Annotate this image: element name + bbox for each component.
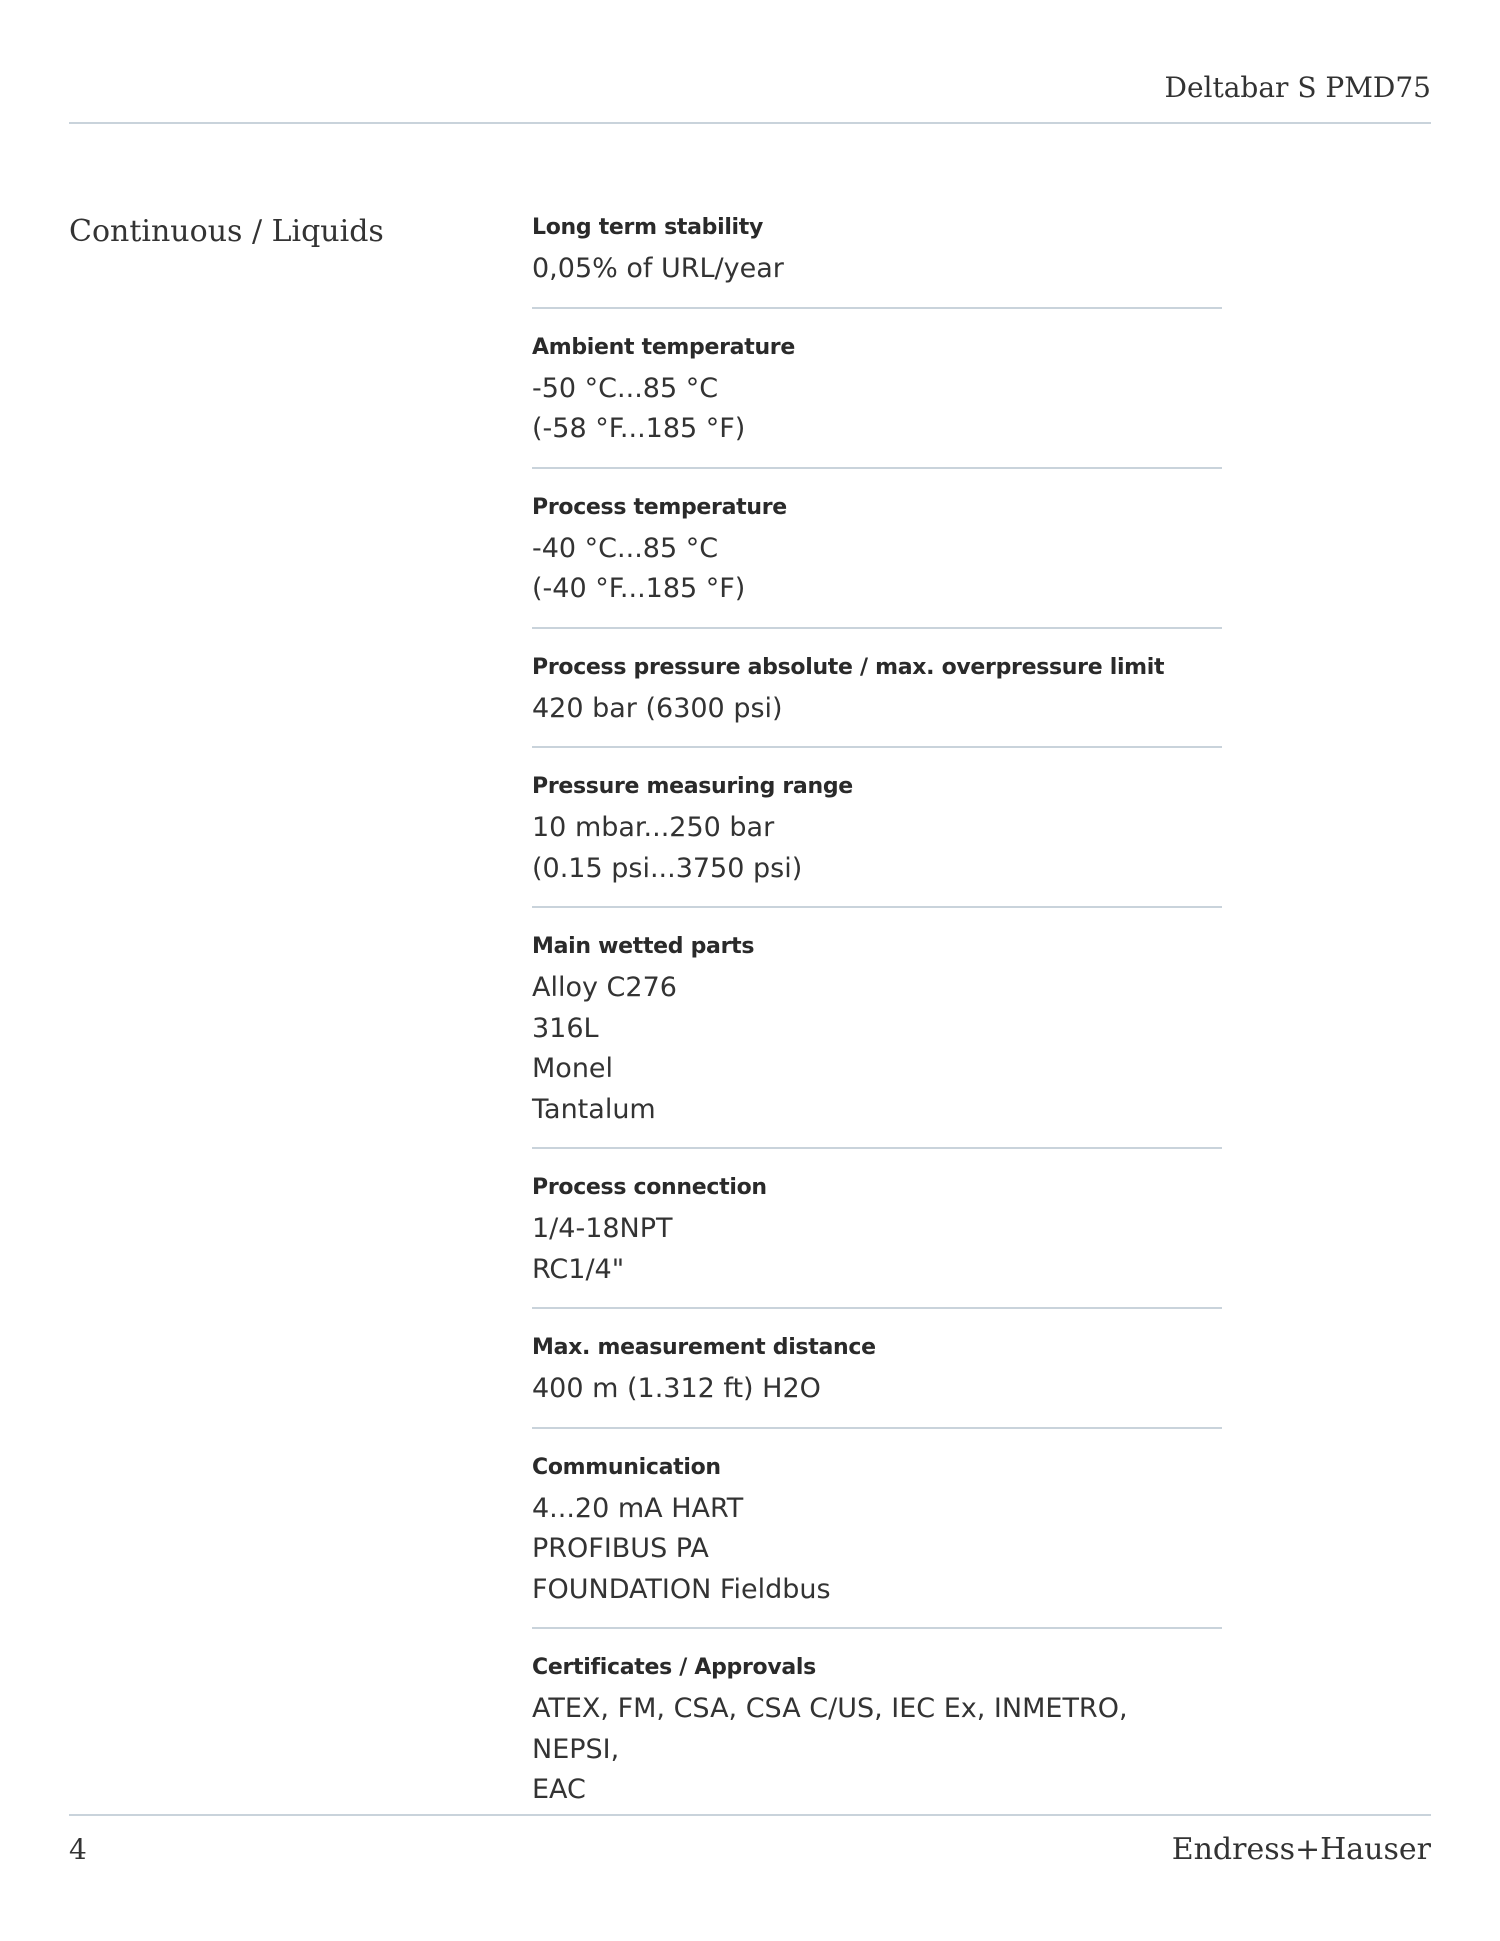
spec-certificates-approvals [532,1653,1222,1828]
spec-value: Monel [532,1053,614,1084]
spec-communication [532,1453,1222,1630]
footer-divider [69,1814,1431,1816]
spec-process-temperature [532,493,1222,629]
spec-value: 316L [532,1012,599,1044]
spec-value: (-40 °F...185 °F) [532,573,746,604]
spec-list [532,213,1222,1852]
spec-value: 0,05% of URL/year [532,253,784,284]
spec-main-wetted-parts [532,932,1222,1149]
spec-value: 10 mbar...250 bar [532,812,775,843]
spec-value: RC1/4" [532,1253,625,1285]
spec-value: 420 bar (6300 psi) [532,692,783,724]
spec-label: Main wetted parts [532,934,755,959]
section-heading: Continuous / Liquids [69,214,384,249]
spec-value: 4...20 mA HART [532,1492,744,1524]
spec-label: Pressure measuring range [532,774,853,799]
spec-long-term-stability [532,213,1222,309]
spec-value: FOUNDATION Fieldbus [532,1573,831,1605]
spec-label: Max. measurement distance [532,1335,876,1360]
header-divider [69,122,1431,124]
spec-label: Long term stability [532,215,764,240]
spec-label: Ambient temperature [532,334,795,360]
spec-value: PROFIBUS PA [532,1533,709,1564]
spec-value: -50 °C...85 °C [532,372,719,404]
spec-value: -40 °C...85 °C [532,532,719,564]
spec-pressure-measuring-range [532,772,1222,908]
spec-value: (0.15 psi...3750 psi) [532,852,803,884]
spec-label: Certificates / Approvals [532,1655,816,1680]
spec-ambient-temperature [532,333,1222,469]
page-number: 4 [69,1833,87,1866]
spec-label: Process pressure absolute / max. overpressure limit [532,654,1165,680]
spec-label: Communication [532,1454,721,1480]
spec-max-measurement-distance [532,1333,1222,1429]
spec-label: Process connection [532,1175,767,1200]
spec-value: (-58 °F...185 °F) [532,413,746,444]
spec-value: Tantalum [532,1093,656,1125]
spec-value: 1/4-18NPT [532,1213,673,1244]
spec-process-connection [532,1173,1222,1309]
spec-value: Alloy C276 [532,972,677,1003]
spec-value: ATEX, FM, CSA, CSA C/US, IEC Ex, INMETRO, NEPSI, [532,1693,1128,1765]
spec-process-pressure [532,653,1222,749]
brand-name: Endress+Hauser [1171,1832,1431,1867]
spec-value: 400 m (1.312 ft) H2O [532,1373,821,1404]
spec-value: EAC [532,1774,586,1805]
document-title: Deltabar S PMD75 [1164,71,1431,104]
spec-label: Process temperature [532,494,787,520]
